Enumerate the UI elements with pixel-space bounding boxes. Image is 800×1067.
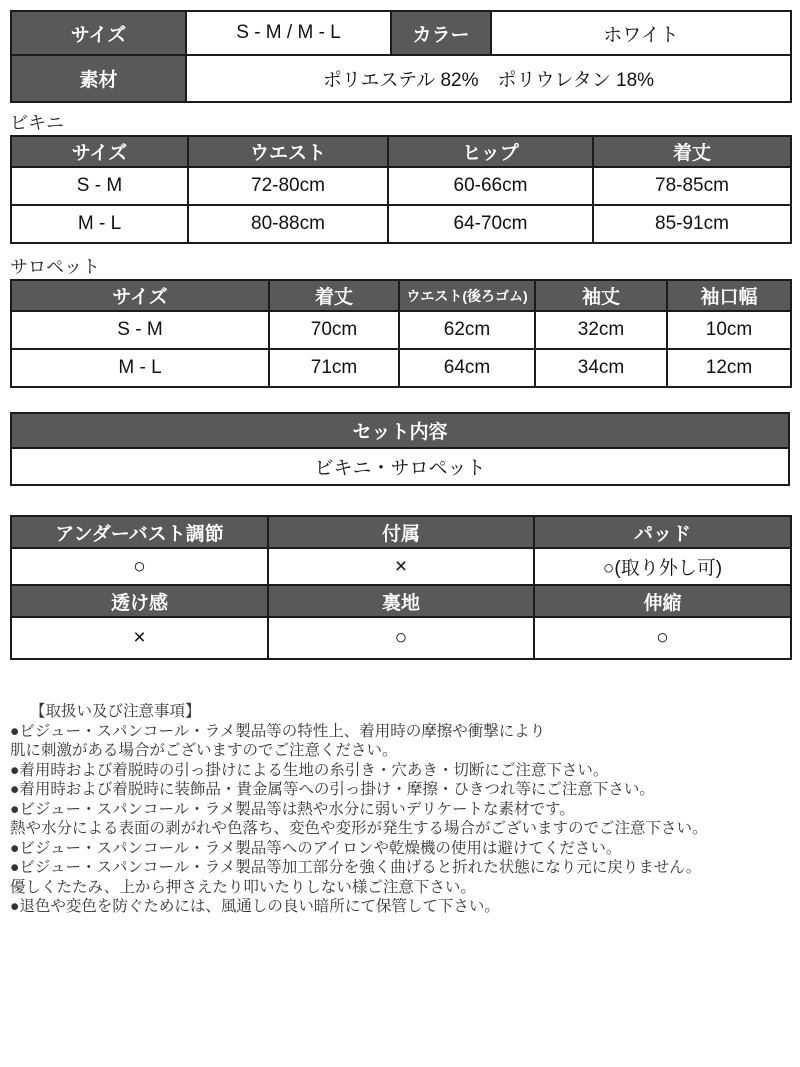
features-table xyxy=(10,515,792,660)
note-line: ●ビジュー・スパンコール・ラメ製品等加工部分を強く曲げると折れた状態になり元に戻りません。 xyxy=(10,859,702,876)
features-header-row-1 xyxy=(11,516,791,548)
bikini-cell: 60-66cm xyxy=(388,167,593,205)
salopette-cell: S - M xyxy=(11,311,269,349)
salopette-row-sm xyxy=(11,311,791,349)
spec-row-size-color xyxy=(11,11,791,55)
bikini-header-waist: ウエスト xyxy=(188,136,388,167)
spec-row-material xyxy=(11,55,791,102)
note-line: ●ビジュー・スパンコール・ラメ製品等の特性上、着用時の摩擦や衝撃により xyxy=(10,722,546,740)
note-line: 肌に刺激がある場合がございますのでご注意ください。 xyxy=(10,742,398,759)
features-header-stretch: 伸縮 xyxy=(534,585,791,617)
note-line: ●退色や変色を防ぐためには、風通しの良い暗所にて保管して下さい。 xyxy=(10,898,500,915)
bikini-cell: S - M xyxy=(11,167,188,205)
spec-table xyxy=(10,10,792,103)
features-header-sheerness: 透け感 xyxy=(11,585,268,617)
features-header-underbust: アンダーバスト調節 xyxy=(11,516,268,548)
note-line: ●ビジュー・スパンコール・ラメ製品等は熱や水分に弱いデリケートな素材です。 xyxy=(10,800,575,818)
set-contents-header: セット内容 xyxy=(11,413,789,448)
note-line: 優しくたたみ、上から押さえたり叩いたりしない様ご注意下さい。 xyxy=(10,878,476,896)
features-value-accessory: × xyxy=(268,548,534,585)
features-value-sheerness: × xyxy=(11,617,268,659)
salopette-header-sleeve: 袖丈 xyxy=(535,280,667,311)
salopette-header-cuff: 袖口幅 xyxy=(667,280,791,311)
salopette-header-row xyxy=(11,280,791,311)
set-contents-header-row xyxy=(11,413,789,448)
note-line: ●ビジュー・スパンコール・ラメ製品等へのアイロンや乾燥機の使用は避けてください。 xyxy=(10,839,622,857)
features-value-stretch: ○ xyxy=(534,617,791,659)
features-value-pad: ○(取り外し可) xyxy=(534,548,791,585)
bikini-section-label: ビキニ xyxy=(10,113,64,133)
features-header-pad: パッド xyxy=(534,516,791,548)
bikini-size-table xyxy=(10,135,792,244)
features-value-row-2 xyxy=(11,617,791,659)
features-value-row-1 xyxy=(11,548,791,585)
size-value-cell: S - M / M - L xyxy=(186,11,391,55)
bikini-header-length: 着丈 xyxy=(593,136,791,167)
salopette-cell: M - L xyxy=(11,349,269,387)
set-contents-value-row xyxy=(11,448,789,485)
salopette-cell: 70cm xyxy=(269,311,399,349)
features-value-underbust: ○ xyxy=(11,548,268,585)
salopette-header-length: 着丈 xyxy=(269,280,399,311)
features-header-row-2 xyxy=(11,585,791,617)
notes-title: 【取扱い及び注意事項】 xyxy=(30,703,201,720)
salopette-row-ml xyxy=(11,349,791,387)
color-value-cell: ホワイト xyxy=(491,11,791,55)
note-line: 熱や水分による表面の剥がれや色落ち、変色や変形が発生する場合がございますのでご注意下さい。 xyxy=(10,820,708,837)
handling-notes xyxy=(10,702,790,917)
material-header-cell: 素材 xyxy=(11,55,186,102)
size-header-cell: サイズ xyxy=(11,11,186,55)
features-header-lining: 裏地 xyxy=(268,585,534,617)
bikini-row-sm xyxy=(11,167,791,205)
bikini-cell: M - L xyxy=(11,205,188,243)
salopette-header-size: サイズ xyxy=(11,280,269,311)
bikini-row-ml xyxy=(11,205,791,243)
bikini-cell: 85-91cm xyxy=(593,205,791,243)
set-contents-table xyxy=(10,412,790,486)
set-contents-value: ビキニ・サロペット xyxy=(11,448,789,485)
salopette-cell: 71cm xyxy=(269,349,399,387)
bikini-header-size: サイズ xyxy=(11,136,188,167)
bikini-cell: 80-88cm xyxy=(188,205,388,243)
salopette-cell: 62cm xyxy=(399,311,535,349)
salopette-cell: 64cm xyxy=(399,349,535,387)
features-header-accessory: 付属 xyxy=(268,516,534,548)
bikini-cell: 72-80cm xyxy=(188,167,388,205)
salopette-cell: 12cm xyxy=(667,349,791,387)
bikini-header-row xyxy=(11,136,791,167)
bikini-cell: 64-70cm xyxy=(388,205,593,243)
note-line: ●着用時および着脱時に装飾品・貴金属等への引っ掛け・摩擦・ひきつれ等にご注意下さい。 xyxy=(10,781,655,798)
bikini-header-hip: ヒップ xyxy=(388,136,593,167)
material-value-cell: ポリエステル 82% ポリウレタン 18% xyxy=(186,55,791,102)
salopette-size-table xyxy=(10,279,792,388)
bikini-cell: 78-85cm xyxy=(593,167,791,205)
salopette-cell: 34cm xyxy=(535,349,667,387)
color-header-cell: カラー xyxy=(391,11,491,55)
salopette-section-label: サロペット xyxy=(10,257,100,277)
salopette-header-waist: ウエスト(後ろゴム) xyxy=(399,280,535,311)
features-value-lining: ○ xyxy=(268,617,534,659)
note-line: ●着用時および着脱時の引っ掛けによる生地の糸引き・穴あき・切断にご注意下さい。 xyxy=(10,761,609,779)
salopette-cell: 32cm xyxy=(535,311,667,349)
salopette-cell: 10cm xyxy=(667,311,791,349)
